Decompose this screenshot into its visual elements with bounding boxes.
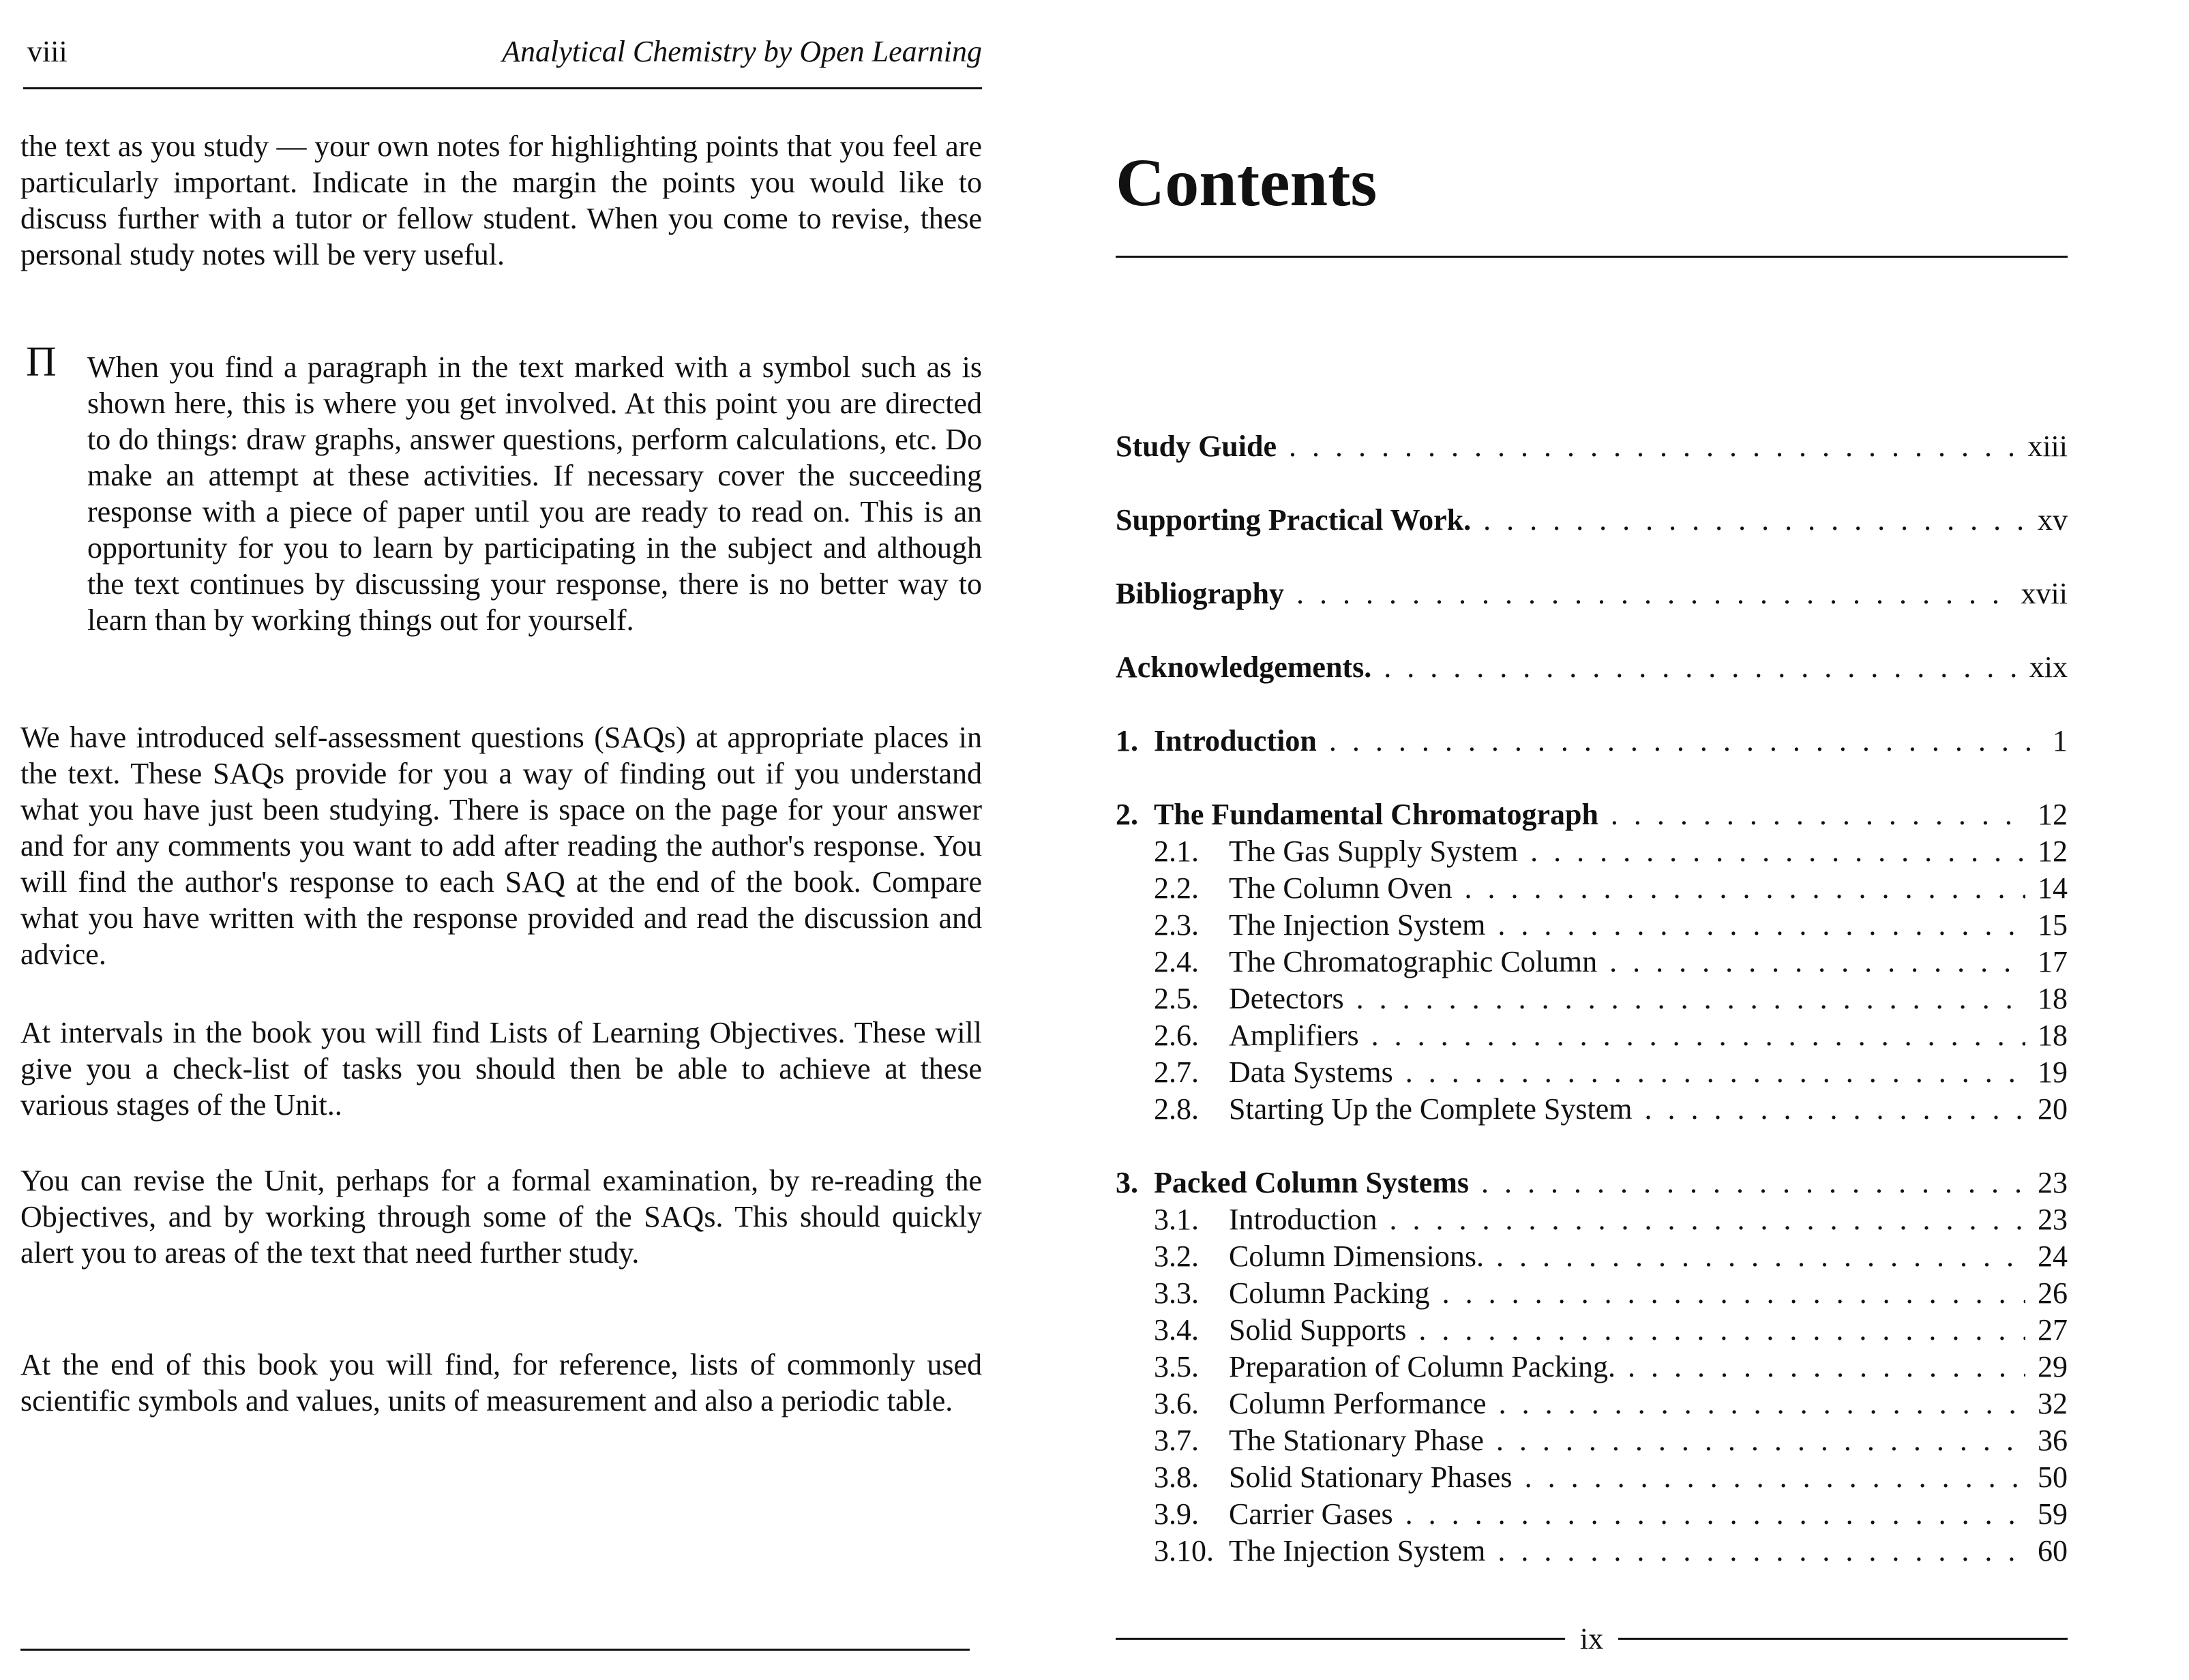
page-footer bbox=[1116, 1621, 2068, 1656]
toc-entry-study-guide[interactable]: Study Guide . . . xiii bbox=[1116, 428, 2068, 465]
activity-symbol-icon: Π bbox=[26, 339, 57, 385]
toc-entry-chapter-3[interactable]: 3. Packed Column Systems . . . 23 bbox=[1116, 1165, 2068, 1201]
toc-entry-2-2[interactable]: 2.2. The Column Oven . . . 14 bbox=[1116, 870, 2068, 907]
toc-entry-bibliography[interactable]: Bibliography . . . xvii bbox=[1116, 575, 2068, 612]
page-number: ix bbox=[1579, 1622, 1604, 1655]
page-title: Contents bbox=[1116, 145, 1378, 220]
toc-entry-2-4[interactable]: 2.4. The Chromatographic Column . . . 17 bbox=[1116, 944, 2068, 980]
toc-entry-3-1[interactable]: 3.1. Introduction . . . 23 bbox=[1116, 1201, 2068, 1238]
footer-rule-left bbox=[1116, 1638, 1565, 1640]
paragraph-notes: the text as you study — your own notes for highlighting points that you feel are particularly important. Indicate in the margin the points you would like to discuss further with a tutor or fellow student. When you come to revise, these personal study notes will be very useful. bbox=[20, 130, 982, 271]
toc-entry-3-4[interactable]: 3.4. Solid Supports . . . 27 bbox=[1116, 1312, 2068, 1349]
toc-entry-3-10[interactable]: 3.10. The Injection System . . . 60 bbox=[1116, 1533, 2068, 1570]
toc-entry-3-5[interactable]: 3.5. Preparation of Column Packing. . . . 29 bbox=[1116, 1349, 2068, 1385]
footer-rule-right bbox=[1618, 1638, 2068, 1640]
toc-entry-acknowledgements[interactable]: Acknowledgements. . . . xix bbox=[1116, 649, 2068, 686]
toc-entry-practical-work[interactable]: Supporting Practical Work. . . . xv bbox=[1116, 502, 2068, 539]
toc-entry-3-9[interactable]: 3.9. Carrier Gases . . . 59 bbox=[1116, 1496, 2068, 1533]
toc-entry-2-3[interactable]: 2.3. The Injection System . . . 15 bbox=[1116, 907, 2068, 944]
left-page bbox=[0, 0, 996, 1680]
toc-entry-chapter-2[interactable]: 2. The Fundamental Chromatograph . . . 12 bbox=[1116, 796, 2068, 833]
right-page bbox=[1091, 0, 2189, 1680]
paragraph-objectives: At intervals in the book you will find Lists of Learning Objectives. These will give you a check-list of tasks you should then be able to achieve at these various stages of the Unit.. bbox=[20, 1016, 982, 1122]
paragraph-activity: When you find a paragraph in the text marked with a symbol such as is shown here, this is where you get involved. At this point you are directed to do things: draw graphs, answer questions, perform calculations, etc. Do make an attempt at these activities. If necessary cover the succeeding response with a piece of paper until you are ready to read on. This is an opportunity for you to learn by participating in the subject and although the text continues by discussing your response, there is no better way to learn than by working things out for yourself. bbox=[87, 350, 982, 637]
page-number: viii bbox=[27, 35, 68, 68]
toc-entry-2-8[interactable]: 2.8. Starting Up the Complete System . . . 20 bbox=[1116, 1091, 2068, 1128]
title-rule bbox=[1116, 256, 2068, 258]
toc-entry-3-2[interactable]: 3.2. Column Dimensions. . . . 24 bbox=[1116, 1238, 2068, 1275]
paragraph-reference: At the end of this book you will find, for reference, lists of commonly used scientific symbols and values, units of measurement and also a periodic table. bbox=[20, 1348, 982, 1418]
toc-entry-3-7[interactable]: 3.7. The Stationary Phase . . . 36 bbox=[1116, 1422, 2068, 1459]
toc-entry-3-8[interactable]: 3.8. Solid Stationary Phases . . . 50 bbox=[1116, 1459, 2068, 1496]
toc-entry-2-6[interactable]: 2.6. Amplifiers . . . 18 bbox=[1116, 1017, 2068, 1054]
toc-entry-2-5[interactable]: 2.5. Detectors . . . 18 bbox=[1116, 980, 2068, 1017]
paragraph-saqs: We have introduced self-assessment questions (SAQs) at appropriate places in the text. These SAQs provide for you a way of finding out if you understand what you have just been studying. There is space on the page for your answer and for any comments you want to add after reading the author's response. You will find the author's response to each SAQ at the end of the book. Compare what you have written with the response provided and read the discussion and advice. bbox=[20, 721, 982, 971]
toc-entry-3-3[interactable]: 3.3. Column Packing . . . 26 bbox=[1116, 1275, 2068, 1312]
toc-entry-3-6[interactable]: 3.6. Column Performance . . . 32 bbox=[1116, 1385, 2068, 1422]
toc-entry-chapter-1[interactable]: 1. Introduction . . . 1 bbox=[1116, 723, 2068, 760]
paragraph-revise: You can revise the Unit, perhaps for a formal examination, by re-reading the Objectives, and by working through some of the SAQs. This should quickly alert you to areas of the text that need further study. bbox=[20, 1164, 982, 1270]
toc-entry-2-7[interactable]: 2.7. Data Systems . . . 19 bbox=[1116, 1054, 2068, 1091]
header-rule bbox=[23, 87, 982, 89]
toc-entry-2-1[interactable]: 2.1. The Gas Supply System . . . 12 bbox=[1116, 833, 2068, 870]
running-head: Analytical Chemistry by Open Learning bbox=[502, 35, 982, 68]
footer-rule bbox=[20, 1649, 970, 1651]
